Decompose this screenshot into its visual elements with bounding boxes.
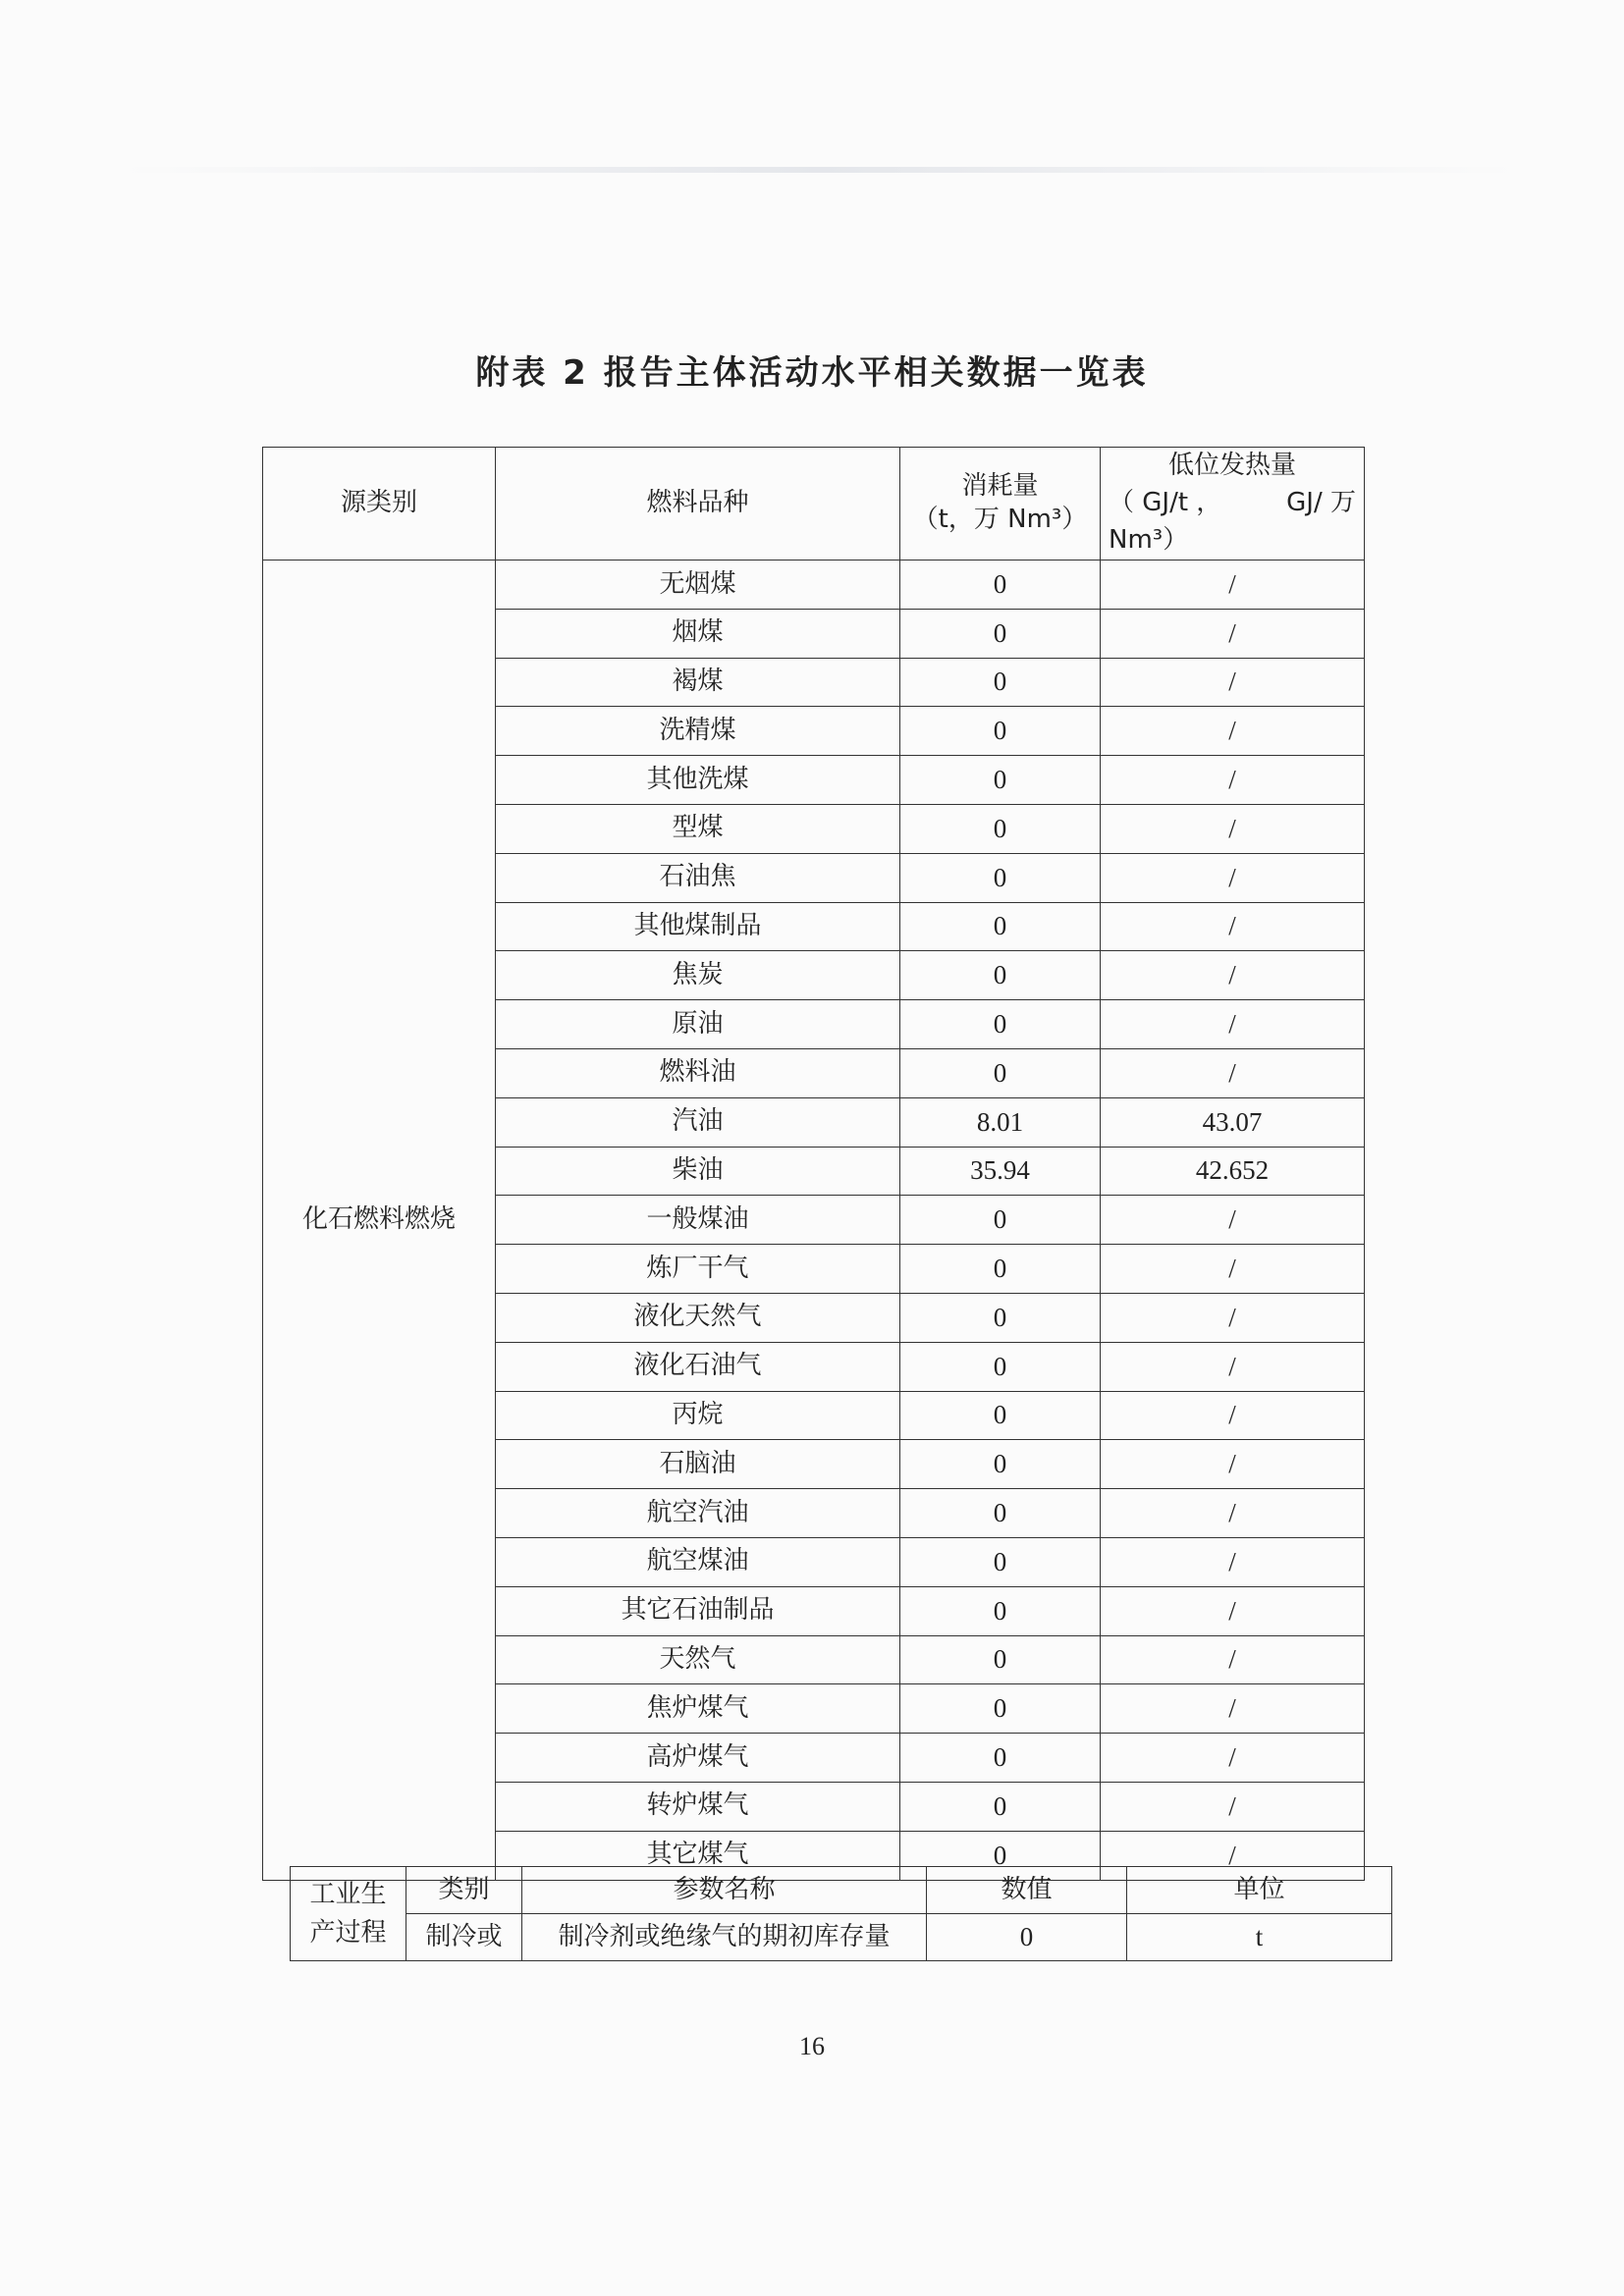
fuel-name-cell: 其他煤制品 [496, 902, 900, 951]
fuel-name-cell: 航空汽油 [496, 1489, 900, 1538]
industrial-header-row [291, 1867, 1392, 1914]
page-title: 附表 2 报告主体活动水平相关数据一览表 [475, 353, 1149, 393]
fuel-name-cell: 天然气 [496, 1635, 900, 1684]
header-fuel-type: 燃料品种 [496, 448, 900, 561]
heating-value-cell: / [1101, 1048, 1365, 1097]
heating-value-cell: / [1101, 902, 1365, 951]
header-param-name: 参数名称 [522, 1867, 927, 1914]
consumption-cell: 0 [900, 902, 1101, 951]
heating-value-cell: / [1101, 1440, 1365, 1489]
fuel-name-cell: 石油焦 [496, 853, 900, 902]
heating-value-cell: / [1101, 1734, 1365, 1783]
heating-value-cell: / [1101, 1245, 1365, 1294]
consumption-cell: 0 [900, 756, 1101, 805]
fuel-name-cell: 褐煤 [496, 658, 900, 707]
heating-value-cell: / [1101, 1586, 1365, 1635]
heating-value-cell: / [1101, 1391, 1365, 1440]
heating-value-cell: / [1101, 1537, 1365, 1586]
heating-value-cell: / [1101, 1635, 1365, 1684]
table-header-row [263, 448, 1365, 561]
consumption-cell: 0 [900, 1196, 1101, 1245]
header-heat-line1: 低位发热量 [1167, 451, 1296, 481]
heating-value-cell: / [1101, 951, 1365, 1000]
cell-unit: t [1127, 1914, 1392, 1961]
consumption-cell: 0 [900, 1000, 1101, 1049]
fuel-name-cell: 原油 [496, 1000, 900, 1049]
heating-value-cell: / [1101, 609, 1365, 658]
cell-value: 0 [927, 1914, 1127, 1961]
header-heating-value [1101, 448, 1365, 561]
consumption-cell: 0 [900, 1048, 1101, 1097]
consumption-cell: 0 [900, 1489, 1101, 1538]
consumption-cell: 0 [900, 1391, 1101, 1440]
industrial-data-row [291, 1914, 1392, 1961]
fuel-name-cell: 高炉煤气 [496, 1734, 900, 1783]
consumption-cell: 0 [900, 1734, 1101, 1783]
fuel-name-cell: 焦炉煤气 [496, 1684, 900, 1734]
heating-value-cell: / [1101, 1293, 1365, 1342]
heating-value-cell: / [1101, 561, 1365, 610]
heating-value-cell: / [1101, 1782, 1365, 1831]
header-category: 类别 [406, 1867, 522, 1914]
header-value: 数值 [927, 1867, 1127, 1914]
heating-value-cell: / [1101, 658, 1365, 707]
heating-value-cell: / [1101, 707, 1365, 756]
cell-param-name: 制冷剂或绝缘气的期初库存量 [522, 1914, 927, 1961]
fuel-name-cell: 丙烷 [496, 1391, 900, 1440]
header-consumption-line2: （t，万 Nm³） [912, 505, 1088, 534]
fuel-activity-table [262, 447, 1365, 1881]
header-source-category: 源类别 [263, 448, 496, 561]
consumption-cell: 0 [900, 1293, 1101, 1342]
consumption-cell: 0 [900, 707, 1101, 756]
fuel-name-cell: 航空煤油 [496, 1537, 900, 1586]
heating-value-cell: / [1101, 1489, 1365, 1538]
cell-category: 制冷或 [406, 1914, 522, 1961]
heating-value-cell: / [1101, 804, 1365, 853]
industrial-process-table [290, 1866, 1392, 1961]
fuel-name-cell: 无烟煤 [496, 561, 900, 610]
header-consumption [900, 448, 1101, 561]
consumption-cell: 0 [900, 1342, 1101, 1391]
consumption-cell: 0 [900, 1635, 1101, 1684]
fuel-name-cell: 其他洗煤 [496, 756, 900, 805]
consumption-cell: 0 [900, 1586, 1101, 1635]
heating-value-cell: / [1101, 756, 1365, 805]
fuel-name-cell: 燃料油 [496, 1048, 900, 1097]
fuel-name-cell: 炼厂干气 [496, 1245, 900, 1294]
fuel-name-cell: 其它煤气 [496, 1831, 900, 1880]
fuel-name-cell: 一般煤油 [496, 1196, 900, 1245]
heating-value-cell: / [1101, 1000, 1365, 1049]
table-row [263, 561, 1365, 610]
fuel-name-cell: 洗精煤 [496, 707, 900, 756]
heating-value-cell: / [1101, 853, 1365, 902]
heating-value-cell: / [1101, 1684, 1365, 1734]
fuel-name-cell: 焦炭 [496, 951, 900, 1000]
consumption-cell: 0 [900, 804, 1101, 853]
heating-value-cell: / [1101, 1196, 1365, 1245]
scan-artifact [123, 167, 1517, 173]
fuel-name-cell: 汽油 [496, 1097, 900, 1147]
fuel-name-cell: 转炉煤气 [496, 1782, 900, 1831]
fuel-name-cell: 其它石油制品 [496, 1586, 900, 1635]
industrial-section-label [291, 1867, 406, 1961]
consumption-cell: 0 [900, 658, 1101, 707]
fuel-name-cell: 柴油 [496, 1147, 900, 1196]
section-line2: 产过程 [309, 1917, 387, 1948]
consumption-cell: 8.01 [900, 1097, 1101, 1147]
heating-value-cell: / [1101, 1342, 1365, 1391]
source-category-cell: 化石燃料燃烧 [263, 561, 496, 1881]
consumption-cell: 0 [900, 1440, 1101, 1489]
fuel-name-cell: 液化石油气 [496, 1342, 900, 1391]
consumption-cell: 35.94 [900, 1147, 1101, 1196]
header-heat-line3: Nm³） [1109, 524, 1189, 555]
header-heat-line2b: GJ/ 万 [1286, 488, 1356, 518]
fuel-name-cell: 型煤 [496, 804, 900, 853]
page-number: 16 [799, 2032, 825, 2060]
consumption-cell: 0 [900, 1782, 1101, 1831]
header-consumption-line1: 消耗量 [961, 471, 1039, 502]
fuel-name-cell: 烟煤 [496, 609, 900, 658]
fuel-name-cell: 液化天然气 [496, 1293, 900, 1342]
section-line1: 工业生 [309, 1879, 387, 1909]
fuel-name-cell: 石脑油 [496, 1440, 900, 1489]
consumption-cell: 0 [900, 609, 1101, 658]
heating-value-cell: 43.07 [1101, 1097, 1365, 1147]
header-heat-line2a: （ GJ/t ， [1109, 488, 1222, 518]
consumption-cell: 0 [900, 1537, 1101, 1586]
heating-value-cell: / [1101, 1831, 1365, 1880]
heating-value-cell: 42.652 [1101, 1147, 1365, 1196]
header-unit: 单位 [1127, 1867, 1392, 1914]
consumption-cell: 0 [900, 1684, 1101, 1734]
consumption-cell: 0 [900, 1831, 1101, 1880]
consumption-cell: 0 [900, 853, 1101, 902]
consumption-cell: 0 [900, 561, 1101, 610]
consumption-cell: 0 [900, 1245, 1101, 1294]
consumption-cell: 0 [900, 951, 1101, 1000]
